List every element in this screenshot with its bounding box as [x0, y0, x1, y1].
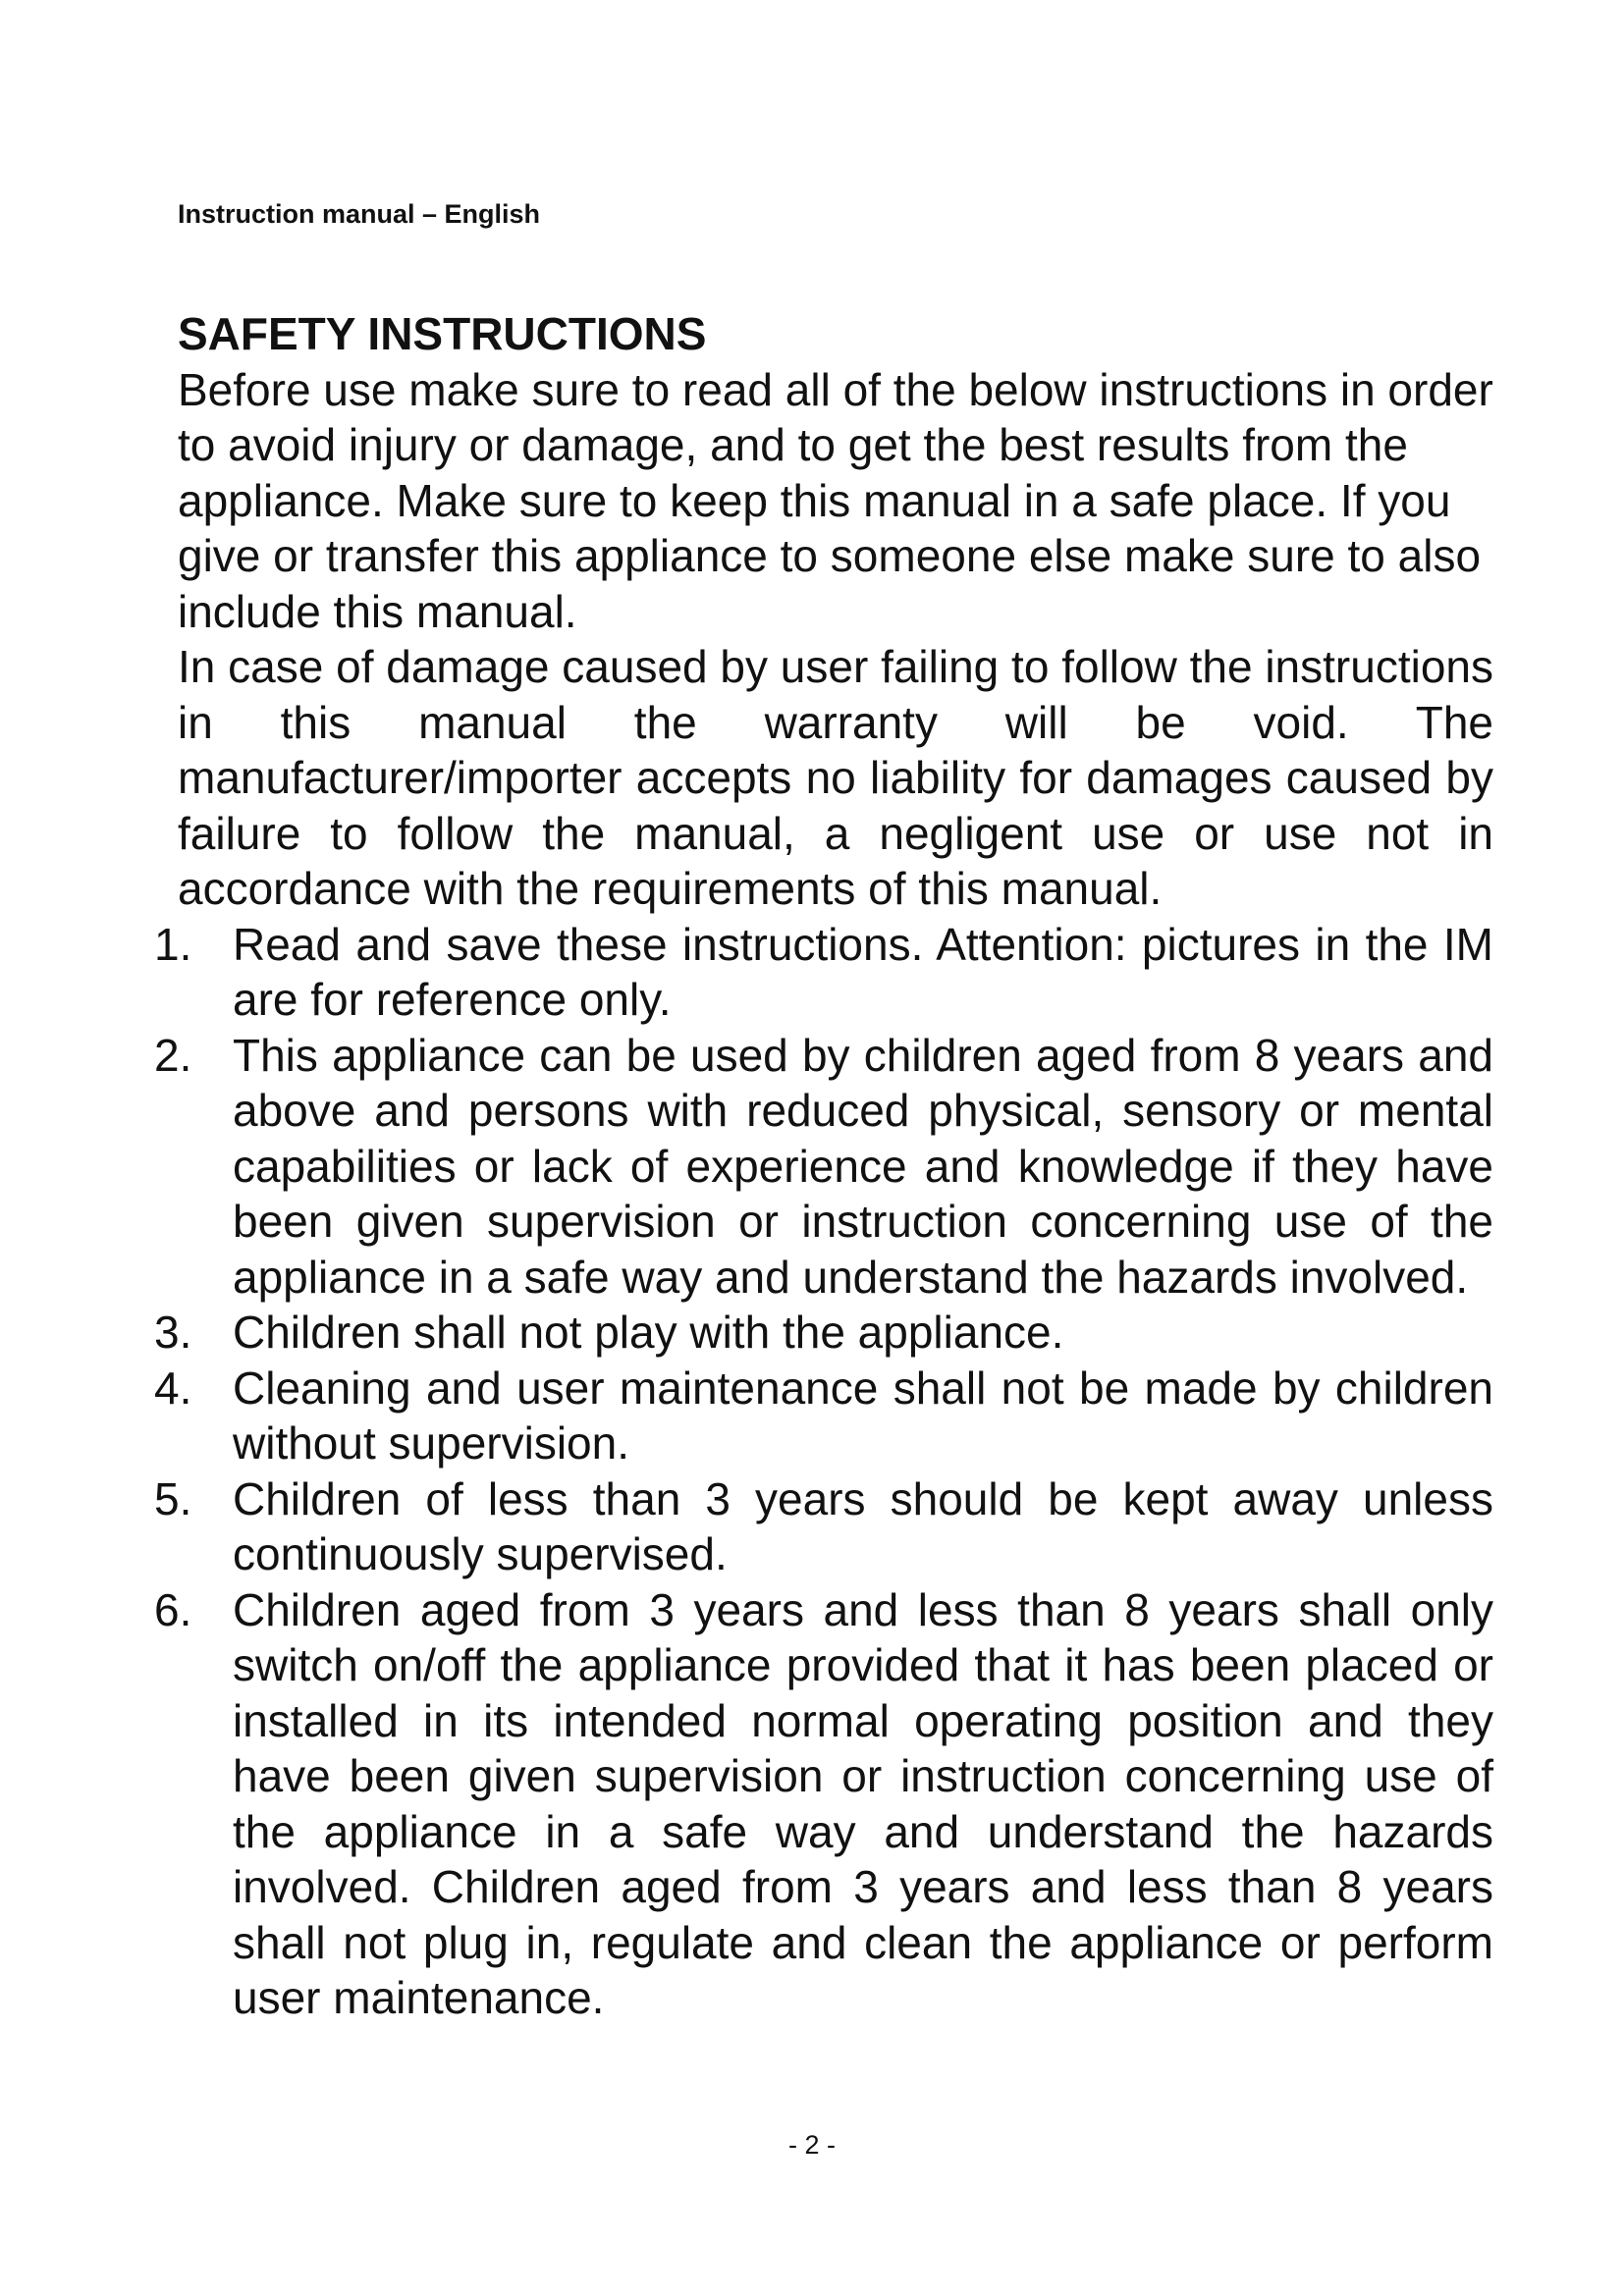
- page-number: - 2 -: [787, 2130, 836, 2160]
- list-item: [154, 1582, 1493, 2026]
- list-item-text: This appliance can be used by children aged from 8 years and above and persons with reduced physical, sensory or mental capabilities or lack of experience and knowledge if they have been given supervision or instruction concerning use of the appliance in a safe way and understand the hazards involved.: [233, 1029, 1493, 1303]
- list-item-number: 5.: [154, 1472, 192, 1524]
- list-item-text: Children shall not play with the appliance.: [233, 1307, 1064, 1358]
- list-item: [154, 917, 1493, 1028]
- list-item: [154, 1471, 1493, 1582]
- list-item: [154, 1305, 1493, 1361]
- list-item-text: Children aged from 3 years and less than 8 years shall only switch on/off the appliance provided that it has been placed or installed in its intended normal operating position and they have been given supervision or instruction concerning use of the appliance in a safe way and understand the hazards involved. Children aged from 3 years and less than 8 years shall not plug in, regulate and clean the appliance or perform user maintenance.: [233, 1583, 1493, 2023]
- instruction-list: [154, 917, 1493, 2026]
- running-header: Instruction manual – English: [178, 199, 541, 229]
- intro-paragraph-2: In case of damage caused by user failing to follow the instructions in this manual the warranty will be void. The manufacturer/importer accepts no liability for damages caused by failure to follow the manual, a negligent use or use not in accordance with the requirements of this manual.: [178, 641, 1493, 914]
- list-item-text: Children of less than 3 years should be kept away unless continuously supervised.: [233, 1472, 1493, 1579]
- list-item: [154, 1028, 1493, 1306]
- list-item-number: 1.: [154, 918, 192, 970]
- intro-paragraph-1: Before use make sure to read all of the below instructions in order to avoid injury or damage, and to get the best results from the appliance. Make sure to keep this manual in a safe place. If you give or transfer this appliance to someone else make sure to also include this manual.: [178, 363, 1493, 637]
- list-item-number: 3.: [154, 1307, 192, 1358]
- section-title: SAFETY INSTRUCTIONS: [178, 308, 707, 359]
- list-item-text: Read and save these instructions. Attention: pictures in the IM are for reference only.: [233, 918, 1493, 1025]
- list-item-text: Cleaning and user maintenance shall not be made by children without supervision.: [233, 1362, 1493, 1468]
- safety-section: [154, 306, 1493, 2026]
- list-item-number: 6.: [154, 1583, 192, 1635]
- list-item-number: 4.: [154, 1362, 192, 1414]
- list-item-number: 2.: [154, 1029, 192, 1081]
- list-item: [154, 1361, 1493, 1471]
